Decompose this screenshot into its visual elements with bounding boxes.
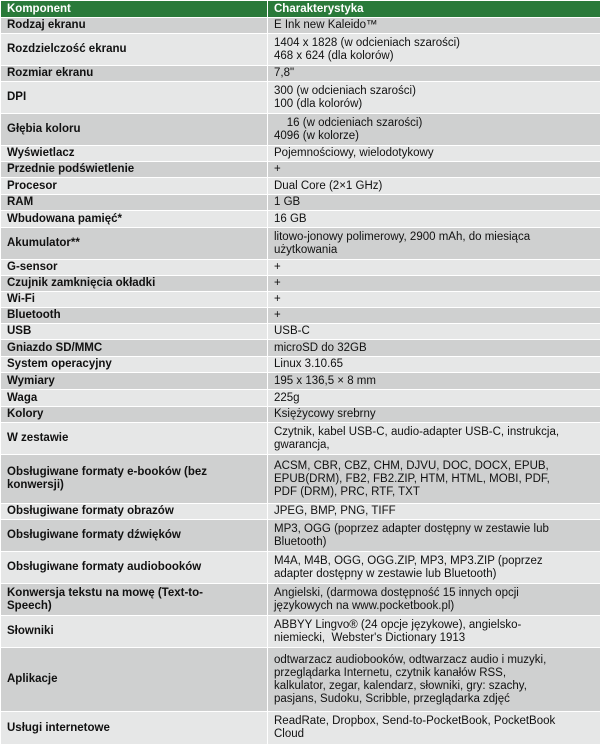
spec-name: Wyświetlacz	[1, 146, 268, 162]
spec-name: Głębia koloru	[1, 114, 268, 146]
spec-name: Aplikacje	[1, 648, 268, 712]
spec-name: RAM	[1, 195, 268, 211]
spec-name: Akumulator**	[1, 228, 268, 260]
spec-value: 225g	[268, 390, 600, 407]
spec-name: Procesor	[1, 178, 268, 195]
table-row	[1, 82, 600, 114]
table-row	[1, 504, 600, 520]
table-row	[1, 616, 600, 648]
spec-value: Angielski, (darmowa dostępność 15 innych opcji językowych na www.pocketbook.pl)	[268, 584, 600, 616]
spec-name: Wbudowana pamięć*	[1, 211, 268, 228]
spec-name: Czujnik zamknięcia okładki	[1, 276, 268, 292]
table-row	[1, 455, 600, 504]
spec-name: Obsługiwane formaty obrazów	[1, 504, 268, 520]
table-row	[1, 648, 600, 712]
table-row	[1, 34, 600, 66]
spec-name: G-sensor	[1, 260, 268, 276]
spec-name: Słowniki	[1, 616, 268, 648]
spec-name: Kolory	[1, 407, 268, 423]
spec-value: Dual Core (2×1 GHz)	[268, 178, 600, 195]
spec-name: Przednie podświetlenie	[1, 162, 268, 178]
table-row	[1, 146, 600, 162]
spec-value: E Ink new Kaleido™	[268, 18, 600, 34]
table-row	[1, 584, 600, 616]
spec-value: Czytnik, kabel USB-C, audio-adapter USB-C, instrukcja, gwarancja,	[268, 423, 600, 455]
spec-name: System operacyjny	[1, 357, 268, 373]
spec-value: ACSM, CBR, CBZ, CHM, DJVU, DOC, DOCX, EPUB, EPUB(DRM), FB2, FB2.ZIP, HTM, HTML, MOBI, PDF, PDF (DRM), PRC, RTF, TXT	[268, 455, 600, 504]
spec-value: +	[268, 162, 600, 178]
spec-value: +	[268, 292, 600, 308]
header-row	[1, 1, 600, 18]
spec-name: Bluetooth	[1, 308, 268, 324]
spec-value: 1 GB	[268, 195, 600, 211]
table-row	[1, 357, 600, 373]
spec-value: 7,8"	[268, 66, 600, 82]
spec-name: Usługi internetowe	[1, 712, 268, 745]
table-row	[1, 520, 600, 552]
spec-value: Linux 3.10.65	[268, 357, 600, 373]
header-characteristics: Charakterystyka	[268, 1, 600, 18]
spec-value: +	[268, 308, 600, 324]
spec-value: 1404 x 1828 (w odcieniach szarości) 468 x 624 (dla kolorów)	[268, 34, 600, 66]
table-row	[1, 390, 600, 407]
table-row	[1, 407, 600, 423]
table-row	[1, 308, 600, 324]
table-row	[1, 552, 600, 584]
spec-value: 300 (w odcieniach szarości) 100 (dla kolorów)	[268, 82, 600, 114]
spec-value: 16 (w odcieniach szarości) 4096 (w kolorze)	[268, 114, 600, 146]
spec-name: Gniazdo SD/MMC	[1, 340, 268, 357]
spec-value: litowo-jonowy polimerowy, 2900 mAh, do miesiąca użytkowania	[268, 228, 600, 260]
header-component: Komponent	[1, 1, 268, 18]
table-row	[1, 114, 600, 146]
spec-value: JPEG, BMP, PNG, TIFF	[268, 504, 600, 520]
table-row	[1, 423, 600, 455]
spec-value: 195 x 136,5 × 8 mm	[268, 373, 600, 390]
spec-name: W zestawie	[1, 423, 268, 455]
table-row	[1, 260, 600, 276]
table-row	[1, 373, 600, 390]
table-row	[1, 324, 600, 340]
table-row	[1, 66, 600, 82]
table-row	[1, 18, 600, 34]
spec-value: microSD do 32GB	[268, 340, 600, 357]
spec-value: USB-C	[268, 324, 600, 340]
spec-name: Wi-Fi	[1, 292, 268, 308]
spec-value: M4A, M4B, OGG, OGG.ZIP, MP3, MP3.ZIP (poprzez adapter dostępny w zestawie lub Bluetooth)	[268, 552, 600, 584]
spec-name: Obsługiwane formaty audiobooków	[1, 552, 268, 584]
table-row	[1, 276, 600, 292]
spec-value: ReadRate, Dropbox, Send-to-PocketBook, PocketBook Cloud	[268, 712, 600, 745]
table-row	[1, 162, 600, 178]
spec-value: ABBYY Lingvo® (24 opcje językowe), angielsko- niemiecki, Webster's Dictionary 1913	[268, 616, 600, 648]
spec-value: 16 GB	[268, 211, 600, 228]
spec-name: Waga	[1, 390, 268, 407]
spec-name: Rodzaj ekranu	[1, 18, 268, 34]
spec-name: Konwersja tekstu na mowę (Text-to- Speech)	[1, 584, 268, 616]
spec-name: Rozmiar ekranu	[1, 66, 268, 82]
table-row	[1, 195, 600, 211]
spec-value: +	[268, 276, 600, 292]
table-row	[1, 178, 600, 195]
spec-value: MP3, OGG (poprzez adapter dostępny w zestawie lub Bluetooth)	[268, 520, 600, 552]
table-row	[1, 211, 600, 228]
spec-name: Rozdzielczość ekranu	[1, 34, 268, 66]
spec-value: Pojemnościowy, wielodotykowy	[268, 146, 600, 162]
spec-name: Obsługiwane formaty dźwięków	[1, 520, 268, 552]
spec-value: odtwarzacz audiobooków, odtwarzacz audio i muzyki, przeglądarka Internetu, czytnik kanałów RSS, kalkulator, zegar, kalendarz, słowniki, gry: szachy, pasjans, Sudoku, Scribble, przeglądarka zdjęć	[268, 648, 600, 712]
spec-name: DPI	[1, 82, 268, 114]
table-row	[1, 228, 600, 260]
table-row	[1, 340, 600, 357]
spec-value: +	[268, 260, 600, 276]
table-row	[1, 712, 600, 745]
spec-name: USB	[1, 324, 268, 340]
spec-name: Obsługiwane formaty e-booków (bez konwersji)	[1, 455, 268, 504]
table-row	[1, 292, 600, 308]
spec-value: Księżycowy srebrny	[268, 407, 600, 423]
spec-name: Wymiary	[1, 373, 268, 390]
